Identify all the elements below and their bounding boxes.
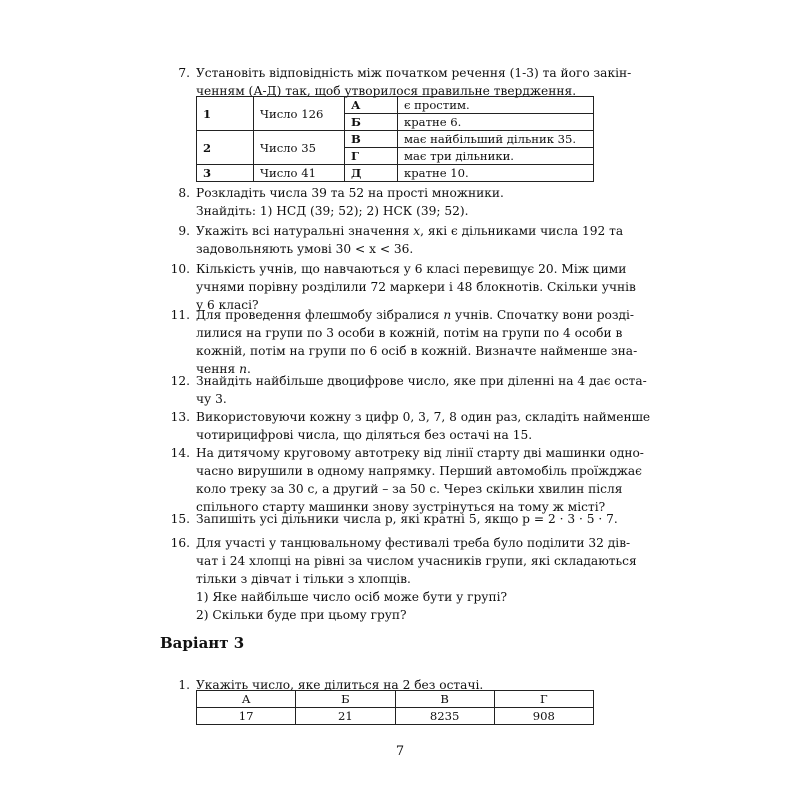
row-number: 1: [197, 97, 254, 131]
question-number: 10.: [170, 262, 190, 276]
question-text-line: у 6 класі?: [196, 298, 259, 312]
question-13: [160, 408, 651, 444]
option-header: А: [197, 691, 296, 708]
question-text-line: чотирицифрові числа, що діляться без остачі на 15.: [196, 428, 533, 442]
question-text-line: Укажіть число, яке ділиться на 2 без остачі.: [196, 678, 484, 692]
table-row: [197, 97, 594, 114]
question-text-line: учнями порівну розділили 72 маркери і 48 блокнотів. Скільки учнів: [196, 280, 636, 294]
question-text-line: Для проведення флешмобу зібралися n учнів. Спочатку вони розді-: [196, 308, 635, 322]
question-text-line: 2) Скільки буде при цьому груп?: [196, 608, 407, 622]
option-text: кратне 10.: [398, 165, 594, 182]
question-15: [160, 510, 618, 528]
question-text-line: На дитячому круговому автотреку від лінії старту дві машинки одно-: [196, 446, 644, 460]
option-header: В: [395, 691, 494, 708]
table-row: [197, 131, 594, 148]
question-text-line: часно вирушили в одному напрямку. Перший автомобіль проїжджає: [196, 464, 642, 478]
question-14: [160, 444, 644, 516]
question-9: [160, 222, 624, 258]
question-text-line: Для участі у танцювальному фестивалі треба було поділити 32 дів-: [196, 536, 631, 550]
question-text-line: Укажіть всі натуральні значення x, які є дільниками числа 192 та: [196, 224, 624, 238]
answer-options-table: [196, 690, 594, 725]
question-number: 12.: [170, 374, 190, 388]
option-value: 908: [494, 708, 593, 725]
option-value: 17: [197, 708, 296, 725]
option-value: 21: [296, 708, 395, 725]
option-letter: Б: [345, 114, 398, 131]
row-description: Число 126: [254, 97, 345, 131]
question-text-line: тільки з дівчат і тільки з хлопців.: [196, 572, 411, 586]
page-number: 7: [395, 744, 405, 759]
option-text: має найбільший дільник 35.: [398, 131, 594, 148]
question-text-line: Розкладіть числа 39 та 52 на прості множники.: [196, 186, 504, 200]
section-title: Варіант 3: [160, 634, 245, 652]
question-text-line: Кількість учнів, що навчаються у 6 класі перевищує 20. Між цими: [196, 262, 627, 276]
table-header-row: [197, 691, 594, 708]
option-letter: А: [345, 97, 398, 114]
question-8: [160, 184, 600, 220]
question-text-line: чу 3.: [196, 392, 227, 406]
row-number: 3: [197, 165, 254, 182]
table-row: [197, 165, 594, 182]
question-text-line: Запишіть усі дільники числа p, які кратні 5, якщо p = 2 · 3 · 5 · 7.: [196, 512, 618, 526]
row-number: 2: [197, 131, 254, 165]
question-text-line: Установіть відповідність між початком речення (1-3) та його закін-: [196, 66, 632, 80]
row-description: Число 41: [254, 165, 345, 182]
question-text-line: Знайдіть: 1) НСД (39; 52); 2) НСК (39; 52).: [196, 204, 469, 218]
question-number: 13.: [170, 410, 190, 424]
question-text-line: Знайдіть найбільше двоцифрове число, яке при діленні на 4 дає оста-: [196, 374, 647, 388]
question-7: [160, 64, 632, 100]
question-text-line: 1) Яке найбільше число осіб може бути у групі?: [196, 590, 508, 604]
question-number: 9.: [178, 224, 190, 238]
question-11: [160, 306, 638, 378]
matching-table: [196, 96, 594, 182]
question-text-line: коло треку за 30 с, а другий – за 50 с. Через скільки хвилин після: [196, 482, 623, 496]
option-value: 8235: [395, 708, 494, 725]
option-header: Б: [296, 691, 395, 708]
question-text-line: чат і 24 хлопці на рівні за числом учасників групи, які складаються: [196, 554, 637, 568]
question-text-line: лилися на групи по 3 особи в кожній, потім на групи по 4 особи в: [196, 326, 623, 340]
option-text: має три дільники.: [398, 148, 594, 165]
option-letter: В: [345, 131, 398, 148]
question-number: 14.: [170, 446, 190, 460]
question-number: 15.: [170, 512, 190, 526]
row-description: Число 35: [254, 131, 345, 165]
option-header: Г: [494, 691, 593, 708]
question-text-line: ченням (А-Д) так, щоб утворилося правильне твердження.: [196, 84, 577, 98]
question-text-line: Використовуючи кожну з цифр 0, 3, 7, 8 один раз, складіть найменше: [196, 410, 651, 424]
table-row: [197, 708, 594, 725]
option-text: є простим.: [398, 97, 594, 114]
question-number: 8.: [178, 186, 190, 200]
question-16: [160, 534, 637, 624]
question-text-line: чення n.: [196, 362, 251, 376]
question-number: 11.: [170, 308, 190, 322]
option-letter: Д: [345, 165, 398, 182]
question-12: [160, 372, 647, 408]
option-letter: Г: [345, 148, 398, 165]
question-text-line: кожній, потім на групи по 6 осіб в кожній. Визначте найменше зна-: [196, 344, 638, 358]
question-text-line: задовольняють умові 30 < x < 36.: [196, 242, 414, 256]
question-text-line: спільного старту машинки знову зустрінуться на тому ж місті?: [196, 500, 606, 514]
question-number: 7.: [178, 66, 190, 80]
question-number: 16.: [170, 536, 190, 550]
question-number: 1.: [178, 678, 190, 692]
option-text: кратне 6.: [398, 114, 594, 131]
